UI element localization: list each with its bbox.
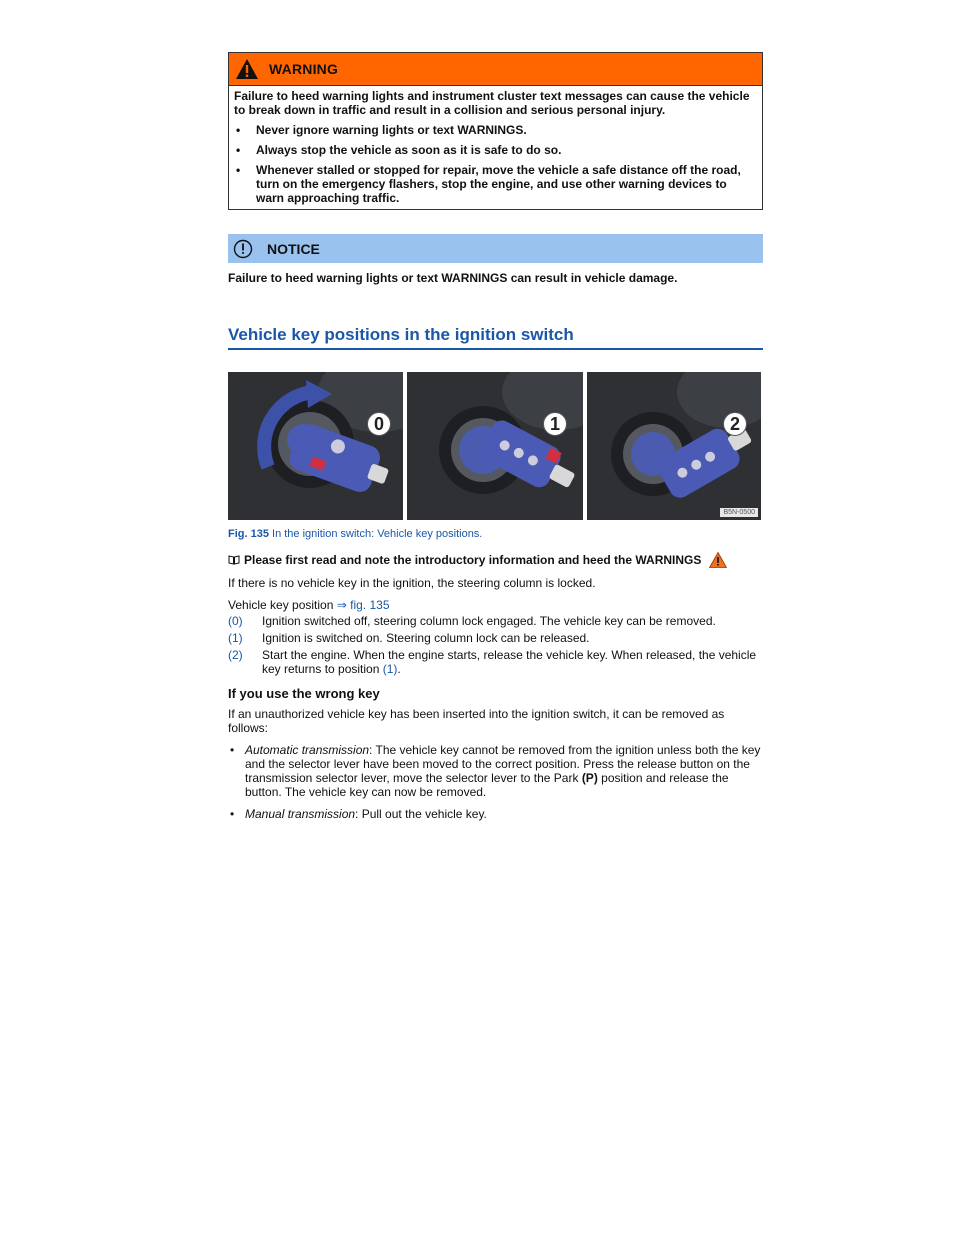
intro-line [228,552,763,568]
section-title: Vehicle key positions in the ignition switch [228,325,763,350]
position-number: (2) [228,648,243,662]
warning-lead: Failure to heed warning lights and instrument cluster text messages can cause the vehicle to break down in traffic and result in a collision and serious personal injury. [234,89,750,117]
position-badge: 2 [723,412,747,436]
key-position-1-illustration [407,372,583,520]
notice-title: NOTICE [267,240,320,257]
key-position-0-illustration [228,372,403,520]
position-text-part: Start the engine. When the engine starts, release the vehicle key. When released, the vehicle key returns to position [262,648,757,676]
warning-body [229,86,762,209]
figure-link[interactable]: ⇒ fig. 135 [336,598,390,612]
caption-label: Fig. 135 [228,528,269,540]
warning-header [229,53,762,86]
warning-item: • Whenever stalled or stopped for repair, move the vehicle a safe distance off the road, turn on the emergency flashers, stop the engine, and use other warning devices to warn approaching traffic. [234,163,756,205]
key-position-2-illustration [587,372,761,520]
position-item [228,631,763,645]
warning-triangle-icon [235,58,259,80]
intro-text: Please first read and note the introductory information and heed the WARNINGS [244,553,702,567]
notice-header [228,234,763,263]
warning-title: WARNING [269,61,339,77]
warning-box [228,52,763,210]
caption-text: In the ignition switch: Vehicle key positions. [268,528,483,540]
key-position-line [228,598,763,612]
manual-page [228,52,763,821]
bullet-label: Manual transmission [245,807,356,821]
bullet-text: : The vehicle key cannot be removed from the ignition unless both the key and the selector lever have been moved to the correct position. Press the release button on the transmission selector lever, move the selector lever to the Park [245,743,761,785]
position-list [228,614,763,676]
position-text [262,648,763,676]
no-key-text: If there is no vehicle key in the ignition, the steering column is locked. [228,576,596,590]
wrong-key-text: If an unauthorized vehicle key has been inserted into the ignition switch, it can be removed as follows: [228,707,725,735]
figure-panel-0 [228,372,403,520]
bullet-label: Automatic transmission [245,743,370,757]
position-item [228,614,763,628]
bullet-manual [228,807,763,821]
position-text-part: . [397,662,401,676]
figure-panel-1 [407,372,583,520]
bullet-bold: (P) [581,771,598,785]
bullet-text: position and release the button. The vehicle key can now be removed. [245,771,729,799]
position-text: Ignition switched off, steering column lock engaged. The vehicle key can be removed. [262,614,716,628]
position-number: (1) [228,631,243,645]
warning-item: • Never ignore warning lights or text WARNINGS. [234,123,756,137]
figure-code: B5N-0500 [720,508,758,517]
wrong-key-title: If you use the wrong key [228,686,380,701]
position-badge: 0 [367,412,391,436]
exclamation-circle-icon [233,239,253,259]
book-icon [228,555,240,565]
figure-caption [228,528,763,540]
warning-list [234,123,756,205]
warning-item: • Always stop the vehicle as soon as it is safe to do so. [234,143,756,157]
notice-text: Failure to heed warning lights or text WARNINGS can result in vehicle damage. [228,271,678,285]
bullet-text: : Pull out the vehicle key. [355,807,487,821]
position-badge: 1 [543,412,567,436]
warning-triangle-icon [709,552,727,568]
key-position-label: Vehicle key position [228,598,337,612]
figure-135 [228,372,761,520]
figure-panel-2 [587,372,761,520]
position-text: Ignition is switched on. Steering column lock can be released. [262,631,590,645]
position-number: (0) [228,614,243,628]
position-link[interactable]: (1) [382,662,398,676]
position-item [228,648,763,676]
bullet-automatic [228,743,763,799]
